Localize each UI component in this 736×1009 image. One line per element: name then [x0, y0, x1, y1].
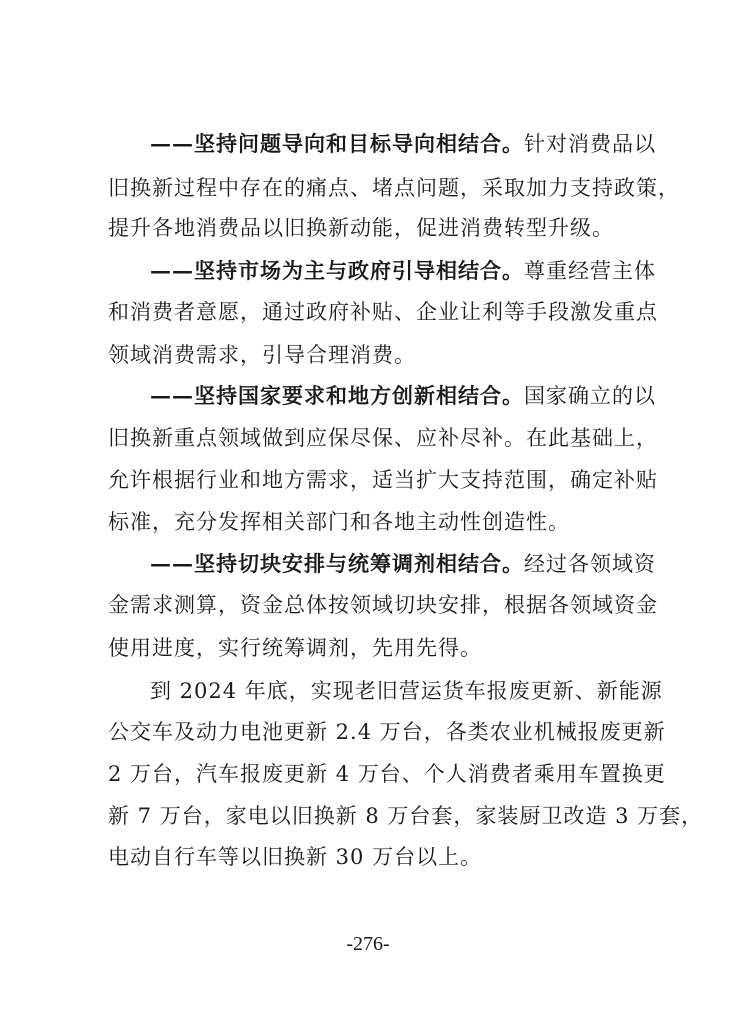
paragraph-3-line-1 [150, 382, 656, 410]
paragraph-4-line-3: 使用进度，实行统筹调剂，先用先得。 [108, 636, 482, 660]
paragraph-1-line-1 [150, 130, 656, 158]
paragraph-2-line-3: 领域消费需求，引导合理消费。 [108, 343, 416, 367]
paragraph-5-line-5: 电动自行车等以旧换新 30 万台以上。 [108, 845, 483, 869]
paragraph-4-heading: ——坚持切块安排与统筹调剂相结合。 [150, 551, 524, 576]
paragraph-3-line-2: 旧换新重点领域做到应保尽保、应补尽补。在此基础上， [108, 426, 658, 450]
paragraph-4-text-1: 经过各领域资 [524, 552, 656, 576]
paragraph-2-heading: ——坚持市场为主与政府引导相结合。 [150, 258, 524, 283]
paragraph-5-line-1: 到 2024 年底，实现老旧营运货车报废更新、新能源 [150, 679, 663, 703]
paragraph-3-line-4: 标准，充分发挥相关部门和各地主动性创造性。 [108, 510, 570, 534]
paragraph-2-line-1 [150, 257, 656, 285]
paragraph-5-line-2: 公交车及动力电池更新 2.4 万台，各类农业机械报废更新 [108, 720, 666, 744]
paragraph-4-line-1 [150, 550, 656, 578]
page-number: -276- [346, 933, 390, 955]
paragraph-5-line-4: 新 7 万台，家电以旧换新 8 万台套，家装厨卫改造 3 万套， [108, 804, 704, 828]
paragraph-3-text-1: 国家确立的以 [524, 384, 656, 408]
paragraph-2-line-2: 和消费者意愿，通过政府补贴、企业让利等手段激发重点 [108, 300, 658, 324]
paragraph-1-line-2: 旧换新过程中存在的痛点、堵点问题，采取加力支持政策， [108, 176, 680, 200]
paragraph-1-text-1: 针对消费品以 [524, 132, 656, 156]
paragraph-3-line-3: 允许根据行业和地方需求，适当扩大支持范围，确定补贴 [108, 468, 658, 492]
paragraph-2-text-1: 尊重经营主体 [524, 259, 656, 283]
paragraph-1-line-3: 提升各地消费品以旧换新动能，促进消费转型升级。 [108, 216, 614, 240]
paragraph-1-heading: ——坚持问题导向和目标导向相结合。 [150, 131, 524, 156]
paragraph-3-heading: ——坚持国家要求和地方创新相结合。 [150, 383, 524, 408]
paragraph-4-line-2: 金需求测算，资金总体按领域切块安排，根据各领域资金 [108, 593, 658, 617]
paragraph-5-line-3: 2 万台，汽车报废更新 4 万台、个人消费者乘用车置换更 [108, 762, 666, 786]
